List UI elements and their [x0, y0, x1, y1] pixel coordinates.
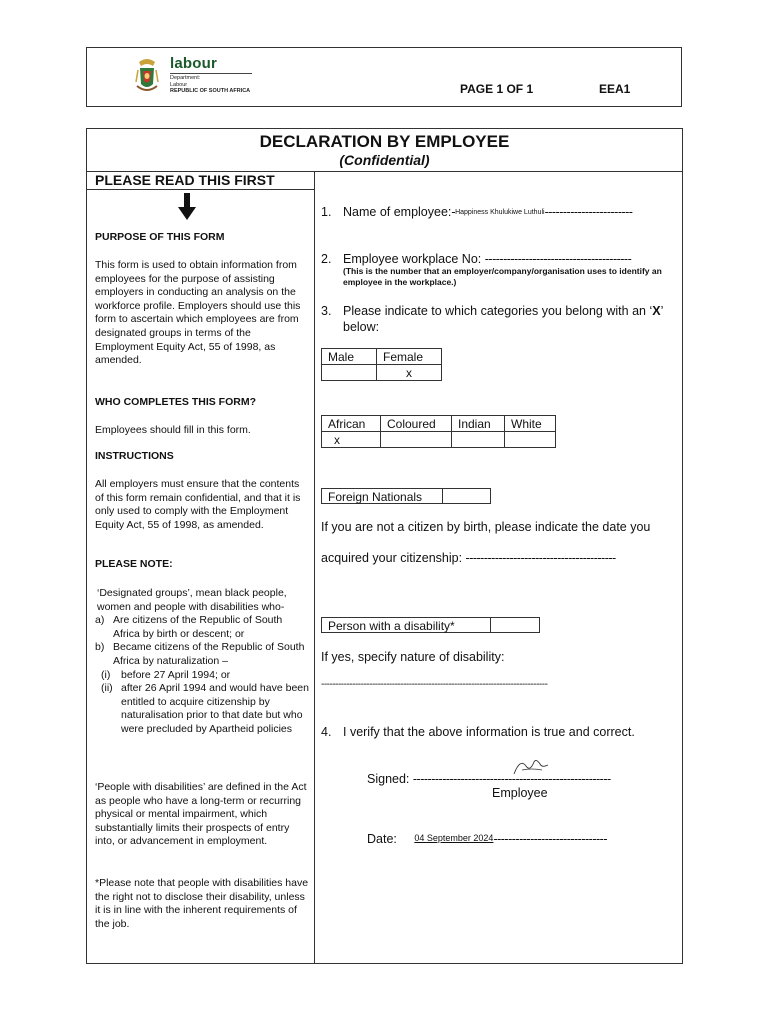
foreign-nationals-label: Foreign Nationals [328, 490, 423, 504]
note-intro: ‘Designated groups’, mean black people, women and people with disabilities who- [97, 587, 287, 613]
note-heading [95, 558, 309, 572]
logo-dept-line3: REPUBLIC OF SOUTH AFRICA [170, 88, 251, 94]
question-4 [321, 725, 635, 739]
q3-label-below: below: [343, 320, 380, 334]
foreign-nationals-cell[interactable] [442, 488, 492, 504]
foreign-nationals-box [321, 488, 491, 504]
instructions-heading [95, 450, 309, 464]
coat-of-arms-icon [135, 56, 159, 96]
date-field[interactable] [414, 832, 607, 846]
gender-female-header: Female [377, 349, 442, 365]
date-value: 04 September 2024 [414, 833, 494, 843]
divider-horizontal-left [87, 189, 314, 190]
instructions-heading-text: INSTRUCTIONS [95, 450, 174, 462]
date-dash: ------------------------------- [493, 832, 607, 846]
race-african-cell[interactable]: x [322, 432, 381, 448]
logo-department [170, 75, 250, 95]
date-line [367, 832, 607, 846]
disability-label: Person with a disability* [328, 619, 455, 633]
disability-definition: ‘People with disabilities’ are defined in the Act as people who have a long-term or recurring physical or mental impairment, which substantially limits their prospects of entry into, or advancement in employment. [95, 781, 307, 848]
question-2 [321, 252, 631, 266]
race-coloured-header: Coloured [381, 416, 452, 432]
note-list [95, 614, 309, 668]
race-indian-header: Indian [452, 416, 505, 432]
form-title: DECLARATION BY EMPLOYEE [259, 132, 510, 151]
disability-box [321, 617, 540, 633]
workplace-number-field[interactable]: ---------------------------------------- [484, 252, 632, 266]
q1-number: 1. [321, 205, 332, 219]
purpose-heading-text: PURPOSE OF THIS FORM [95, 231, 225, 243]
list-marker: (i) [101, 668, 111, 681]
form-box [86, 128, 683, 964]
disability-cell[interactable] [490, 617, 541, 633]
q2-number: 2. [321, 252, 332, 266]
gender-table [321, 348, 442, 381]
q4-number: 4. [321, 725, 332, 739]
list-text: after 26 April 1994 and would have been entitled to acquire citizenship by naturalisation prior to that date but who were precluded by Apartheid policies [121, 682, 309, 735]
q1-dash-pre: - [451, 205, 456, 219]
q4-label: I verify that the above information is true and correct. [343, 725, 635, 739]
question-3 [321, 303, 673, 335]
signed-line [367, 772, 611, 786]
date-label: Date: [367, 832, 397, 846]
q2-label: Employee workplace No: [343, 252, 482, 266]
page-number: PAGE 1 OF 1 [460, 82, 534, 96]
race-white-header: White [505, 416, 556, 432]
list-text: before 27 April 1994; or [121, 668, 231, 681]
note-section [95, 587, 309, 737]
list-marker: a) [95, 614, 105, 627]
divider-vertical [314, 171, 315, 963]
q1-label: Name of employee: [343, 205, 452, 219]
form-code: EEA1 [599, 82, 631, 96]
citizenship-text-2: acquired your citizenship: [321, 551, 463, 565]
race-indian-cell[interactable] [452, 432, 505, 448]
list-text: Are citizens of the Republic of South Africa by birth or descent; or [113, 614, 283, 640]
list-item [95, 682, 309, 736]
form-subtitle-text: (Confidential) [339, 152, 430, 168]
who-heading [95, 396, 309, 410]
purpose-heading [95, 231, 309, 245]
q3-label: Please indicate to which categories you belong with an ‘ [343, 304, 653, 318]
citizenship-text-1: If you are not a citizen by birth, please indicate the date you [321, 520, 651, 534]
gender-male-header: Male [322, 349, 377, 365]
logo-word: labour [170, 55, 218, 72]
q3-x-mark: X [652, 304, 661, 318]
list-item [95, 614, 309, 641]
read-first-heading: PLEASE READ THIS FIRST [95, 172, 275, 188]
who-heading-text: WHO COMPLETES THIS FORM? [95, 396, 256, 408]
q3-label-end: ’ [660, 304, 664, 318]
table-row [322, 349, 442, 365]
who-text: Employees should fill in this form. [95, 424, 251, 436]
question-1 [321, 205, 632, 219]
citizenship-date-field[interactable]: ----------------------------------------- [465, 551, 616, 565]
race-table [321, 415, 556, 448]
table-row [322, 365, 442, 381]
header-box [86, 47, 682, 107]
race-white-cell[interactable] [505, 432, 556, 448]
race-african-header: African [322, 416, 381, 432]
note-heading-text: PLEASE NOTE: [95, 558, 173, 570]
logo-dept-line1: Department: [170, 75, 201, 81]
logo-divider [170, 73, 252, 74]
disability-note: *Please note that people with disabilities have the right not to disclose their disability, unless it is in line with the inherent requirements of the job. [95, 877, 309, 930]
form-subtitle [87, 152, 682, 168]
table-row [322, 416, 556, 432]
q1-dash-post: ------------------------ [544, 205, 633, 219]
table-row [322, 432, 556, 448]
disability-specify-text: If yes, specify nature of disability: [321, 650, 505, 664]
list-marker: b) [95, 641, 105, 654]
race-coloured-cell[interactable] [381, 432, 452, 448]
purpose-text: This form is used to obtain information from employees for the purpose of assisting employers in conducting an analysis on the workforce profile. Employers should use this form to ascertain which employees are from designated groups in terms of the Employment Equity Act, 55 of 1998, as amended. [95, 259, 301, 367]
q2-note: (This is the number that an employer/company/organisation uses to identify an employee in the workplace.) [343, 266, 662, 287]
employee-name-field[interactable]: Happiness Khulukiwe Luthuli [455, 209, 545, 217]
disability-nature-field[interactable]: -------------------------------------------------------------------------------- [321, 679, 548, 690]
arrow-down-icon [177, 193, 197, 221]
list-item [95, 641, 309, 668]
employee-label: Employee [492, 786, 548, 800]
list-item [95, 669, 309, 683]
gender-male-cell[interactable] [322, 365, 377, 381]
signature-field[interactable]: ------------------------------------------------------ [412, 772, 611, 786]
note-sublist [95, 669, 309, 737]
signed-label: Signed: [367, 772, 410, 786]
instructions-text: All employers must ensure that the contents of this form remain confidential, and that it is only used to comply with the Employment Equity Act, 55 of 1998, as amended. [95, 478, 301, 531]
logo-dept-line2: Labour [170, 81, 188, 88]
list-marker: (ii) [101, 682, 113, 695]
gender-female-cell[interactable]: x [377, 365, 442, 381]
citizenship-line [321, 551, 616, 565]
q3-number: 3. [321, 304, 332, 318]
list-text: Became citizens of the Republic of South Africa by naturalization – [113, 641, 305, 667]
